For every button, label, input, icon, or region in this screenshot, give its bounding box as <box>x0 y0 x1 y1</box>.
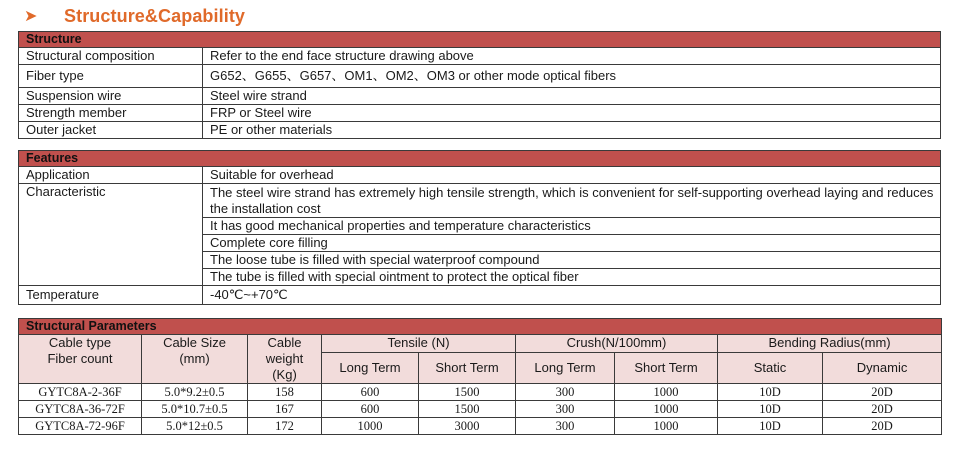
cell: 5.0*9.2±0.5 <box>142 384 248 401</box>
cell: GYTC8A-36-72F <box>19 401 142 418</box>
cell: 20D <box>823 401 942 418</box>
row-value: Steel wire strand <box>203 88 941 105</box>
sub-short-term: Short Term <box>419 352 516 383</box>
cell: 600 <box>322 384 419 401</box>
row-label: Strength member <box>19 105 203 122</box>
arrow-bullet-icon: ➤ <box>24 8 38 25</box>
sub-long-term: Long Term <box>322 352 419 383</box>
row-value: -40℃~+70℃ <box>203 286 941 305</box>
cell: 300 <box>516 418 615 435</box>
table-row <box>19 384 942 401</box>
col-cable-type: Cable type Fiber count <box>19 335 142 384</box>
section-heading <box>24 3 245 29</box>
row-label: Fiber type <box>19 65 203 88</box>
features-header: Features <box>19 151 941 167</box>
row-value: It has good mechanical properties and temperature characteristics <box>203 218 941 235</box>
cell: 10D <box>718 418 823 435</box>
cell: 172 <box>248 418 322 435</box>
row-label: Temperature <box>19 286 203 305</box>
cell: 1500 <box>419 384 516 401</box>
cell: GYTC8A-2-36F <box>19 384 142 401</box>
col-cable-weight: Cable weight (Kg) <box>248 335 322 384</box>
row-value: Refer to the end face structure drawing above <box>203 48 941 65</box>
row-value: The tube is filled with special ointment to protect the optical fiber <box>203 269 941 286</box>
cell: 20D <box>823 384 942 401</box>
sub-short-term: Short Term <box>615 352 718 383</box>
table-row <box>19 418 942 435</box>
cell: 158 <box>248 384 322 401</box>
cell: 5.0*10.7±0.5 <box>142 401 248 418</box>
cell: 1000 <box>615 418 718 435</box>
cell: 1000 <box>615 384 718 401</box>
parameters-table <box>18 318 942 435</box>
group-bending: Bending Radius(mm) <box>718 335 942 353</box>
row-value: G652、G655、G657、OM1、OM2、OM3 or other mode optical fibers <box>203 65 941 88</box>
row-label: Outer jacket <box>19 122 203 139</box>
structure-header: Structure <box>19 32 941 48</box>
group-crush: Crush(N/100mm) <box>516 335 718 353</box>
cell: 1500 <box>419 401 516 418</box>
group-tensile: Tensile (N) <box>322 335 516 353</box>
cell: 167 <box>248 401 322 418</box>
parameters-header: Structural Parameters <box>19 319 942 335</box>
structure-table <box>18 31 941 139</box>
sub-dynamic: Dynamic <box>823 352 942 383</box>
features-table <box>18 150 941 305</box>
cell: 300 <box>516 401 615 418</box>
page-title: Structure&Capability <box>64 5 246 26</box>
row-label: Suspension wire <box>19 88 203 105</box>
row-value: PE or other materials <box>203 122 941 139</box>
row-label: Structural composition <box>19 48 203 65</box>
table-row <box>19 401 942 418</box>
row-value: FRP or Steel wire <box>203 105 941 122</box>
cell: 10D <box>718 401 823 418</box>
row-value: Suitable for overhead <box>203 167 941 184</box>
sub-static: Static <box>718 352 823 383</box>
cell: 1000 <box>322 418 419 435</box>
row-value: The steel wire strand has extremely high tensile strength, which is convenient for self-supporting overhead laying and reduces the installation cost <box>203 184 941 218</box>
col-cable-size: Cable Size (mm) <box>142 335 248 384</box>
cell: 10D <box>718 384 823 401</box>
sub-long-term: Long Term <box>516 352 615 383</box>
cell: GYTC8A-72-96F <box>19 418 142 435</box>
cell: 20D <box>823 418 942 435</box>
row-value: Complete core filling <box>203 235 941 252</box>
cell: 1000 <box>615 401 718 418</box>
cell: 600 <box>322 401 419 418</box>
row-label: Characteristic <box>19 184 203 286</box>
cell: 5.0*12±0.5 <box>142 418 248 435</box>
cell: 300 <box>516 384 615 401</box>
row-label: Application <box>19 167 203 184</box>
row-value: The loose tube is filled with special waterproof compound <box>203 252 941 269</box>
cell: 3000 <box>419 418 516 435</box>
